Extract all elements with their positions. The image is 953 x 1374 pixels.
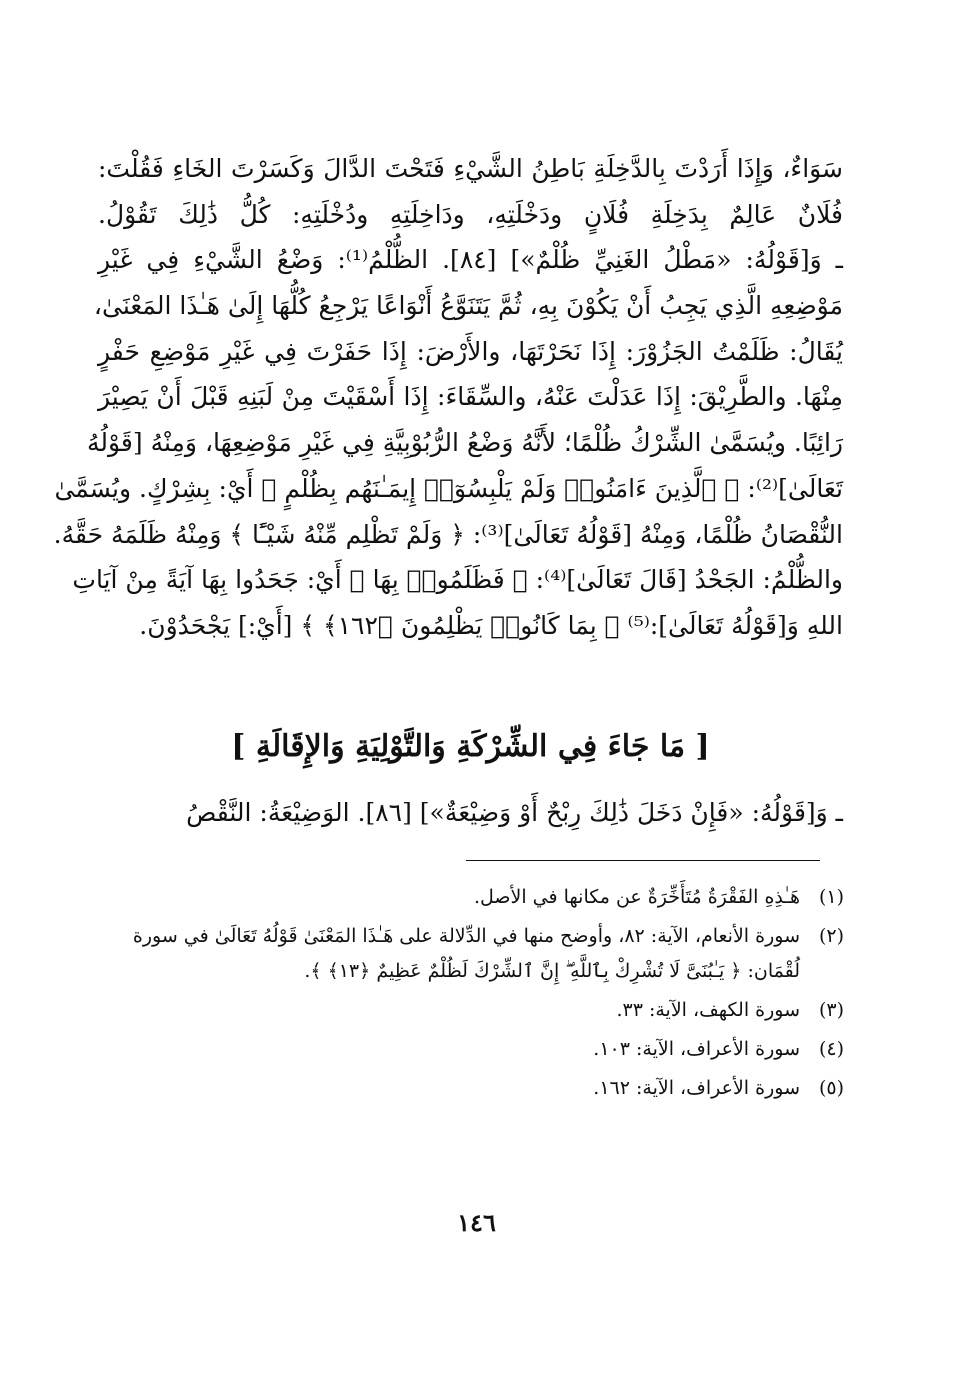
section-text-block bbox=[98, 790, 843, 836]
footnote-number: (٥) bbox=[818, 1077, 844, 1099]
text-line: رَائِبًا. ويُسَمَّىٰ الشِّرْكُ ظُلْمًا؛ لأَنَّهُ وَضْعُ الرُّبُوْبِيَّةِ فِي غَيْرِ مَوْضِعِهَا، وَمِنْهُ [قَوْلُهُ bbox=[87, 428, 843, 458]
text-line: والظُّلْمُ: الجَحْدُ [قَالَ تَعَالَىٰ]⁽⁴⁾: ﴿ فَظَلَمُوا۟ بِهَا ﴾ أَيْ: جَحَدُوا بِهَا آيَةً مِنْ آيَاتِ bbox=[72, 565, 843, 595]
footnotes bbox=[110, 880, 844, 1110]
footnote bbox=[110, 1032, 844, 1067]
footnote-separator bbox=[466, 860, 820, 861]
footnote-number: (١) bbox=[818, 886, 844, 908]
footnote-number: (٤) bbox=[818, 1038, 844, 1060]
footnote-number: (٣) bbox=[818, 999, 844, 1021]
footnote bbox=[110, 919, 844, 989]
main-text-block bbox=[53, 146, 843, 649]
footnote-text: سورة الأعراف، الآية: ١٠٣. bbox=[593, 1038, 800, 1060]
footnote-number: (٢) bbox=[818, 925, 844, 947]
text-line: النُّقْصَانُ ظُلْمًا، وَمِنْهُ [قَوْلُهُ تَعَالَىٰ]⁽³⁾: ﴿ وَلَمْ تَظْلِم مِّنْهُ شَيْـًٔا ﴾ وَمِنْهُ ظَلَمَهُ حَقَّهُ. bbox=[53, 519, 843, 549]
text-line: اللهِ وَ[قَوْلُهُ تَعَالَىٰ]:⁽⁵⁾ ﴿ بِمَا كَانُوا۟ يَظْلِمُونَ ﴿١٦٢﴾ ﴾ [أَيْ:] يَجْحَدُوْنَ. bbox=[139, 610, 843, 640]
footnote bbox=[110, 993, 844, 1028]
footnote-text: سورة الكهف، الآية: ٣٣. bbox=[616, 999, 800, 1021]
text-line: فُلَانٌ عَالِمٌ بِدَخِلَةِ فُلَانٍ ودَخْلَتِهِ، ودَاخِلَتِهِ ودُخْلَتِهِ: كُلُّ ذَٰلِكَ تَقُوْلُ. bbox=[98, 199, 843, 229]
text-line: يُقَالُ: ظَلَمْتُ الجَزُوْرَ: إِذَا نَحَرْتَهَا، والأَرْضَ: إِذَا حَفَرْتَ فِي غَيْرِ مَوْضِعِ حَفْرٍ bbox=[98, 336, 843, 366]
footnote bbox=[110, 880, 844, 915]
section-heading: [ مَا جَاءَ فِي الشِّرْكَةِ وَالتَّوْلِيَةِ وَالإِقَالَةِ ] bbox=[231, 729, 710, 764]
text-line: ـ وَ[قَوْلُهُ: «فَإِنْ دَخَلَ ذَٰلِكَ رِبْحٌ أَوْ وَضِيْعَةٌ»] [٨٦]. الوَضِيْعَةُ: النَّقْصُ bbox=[186, 798, 843, 827]
footnote-text: سورة الأنعام، الآية: ٨٢، وأوضح منها في الدِّلالة على هَـٰذَا المَعْنَىٰ قَوْلُهُ تَعَالَىٰ في سورة لُقْمَان: ﴿ يَـٰبُنَىَّ لَا تُشْرِكْ بِٱللَّهِ ۖ إِنَّ ٱلشِّرْكَ لَظُلْمٌ عَظِيمٌ ﴿١٣﴾ ﴾. bbox=[132, 925, 800, 982]
footnote-text: سورة الأعراف، الآية: ١٦٢. bbox=[593, 1077, 800, 1099]
page-number: ١٤٦ bbox=[457, 1208, 496, 1237]
text-line: تَعَالَىٰ]⁽²⁾: ﴿ ٱلَّذِينَ ءَامَنُوا۟ وَلَمْ يَلْبِسُوٓا۟ إِيمَـٰنَهُم بِظُلْمٍ ﴾ أَيْ: بِشِرْكٍ. ويُسَمَّىٰ bbox=[54, 473, 843, 503]
text-line: ـ وَ[قَوْلُهُ: «مَطْلُ الغَنِيِّ ظُلْمٌ»] [٨٤]. الظُّلْمُ⁽¹⁾: وَضْعُ الشَّيْءِ فِي غَيْرِ bbox=[98, 245, 843, 275]
text-line: مِنْهَا. والطَّرِيْقَ: إِذَا عَدَلْتَ عَنْهُ، والسِّقَاءَ: إِذَا أَسْقَيْتَ مِنْ لَبَنِهِ قَبْلَ أَنْ يَصِيْرَ bbox=[98, 382, 843, 412]
footnote-text: هَـٰذِهِ الفَقْرَةُ مُتَأَخِّرَةٌ عن مكانها في الأصل. bbox=[473, 886, 800, 908]
text-line: مَوْضِعِهِ الَّذِي يَجِبُ أَنْ يَكُوْنَ بِهِ، ثُمَّ يَتَنَوَّعُ أَنْوَاعًا يَرْجِعُ كُلُّهَا إِلَىٰ هَـٰذَا المَعْنَىٰ، bbox=[93, 291, 843, 321]
footnote bbox=[110, 1071, 844, 1106]
text-line: سَوَاءٌ، وَإِذَا أَرَدْتَ بِالدَّخِلَةِ بَاطِنُ الشَّيْءِ فَتَحْتَ الدَّالَ وَكَسَرْتَ الخَاءِ فَقُلْتَ: bbox=[98, 154, 843, 183]
